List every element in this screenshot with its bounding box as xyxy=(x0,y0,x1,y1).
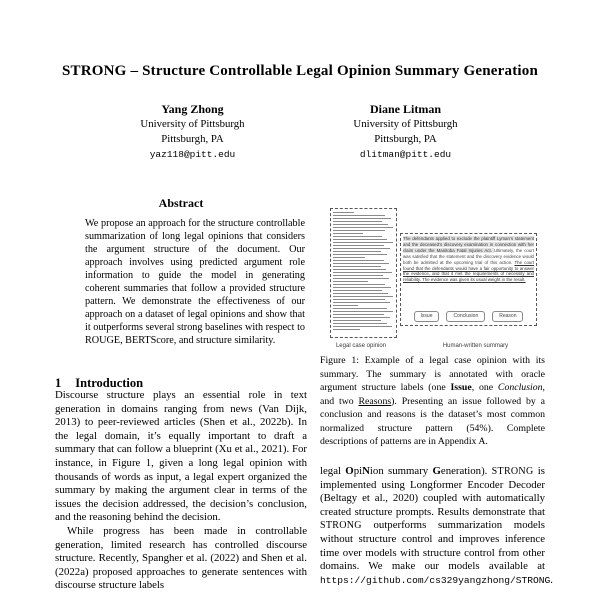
figure-label-legal-case-opinion: Legal case opinion xyxy=(335,343,387,349)
caption-text: ). Presenting an issue followed by a conclusion and reasons is the dataset’s most common normalized structure pattern (54%). Complete descriptions of patterns are in Appendix A. xyxy=(320,395,545,447)
figure-1 xyxy=(320,203,545,353)
author-affiliation: University of Pittsburgh xyxy=(353,118,458,130)
caption-text: , one xyxy=(471,382,498,393)
github-url-link[interactable]: https://github.com/cs329yangzhong/STRONG xyxy=(320,574,551,586)
acronym-letter: N xyxy=(362,465,370,477)
author-affiliation: University of Pittsburgh xyxy=(140,118,245,130)
paper-title: STRONG – Structure Controllable Legal Opinion Summary Generation xyxy=(61,63,538,79)
figure-caption xyxy=(320,354,545,449)
legal-opinion-thumbnail xyxy=(330,208,397,338)
author-block-2 xyxy=(303,102,508,162)
abstract-heading: Abstract xyxy=(158,196,204,210)
body-text: eneration). xyxy=(440,465,492,477)
model-name: STRONG xyxy=(320,520,362,532)
author-location: Pittsburgh, PA xyxy=(374,133,437,145)
body-text: pi xyxy=(353,465,363,477)
section-number: 1 xyxy=(55,376,62,390)
author-location: Pittsburgh, PA xyxy=(161,133,224,145)
acronym-letter: G xyxy=(432,465,441,477)
body-text: outperforms summarization models without structure control and improves inference time over models with structure control from other domains. We make our models available at xyxy=(320,519,545,573)
intro-paragraph-2: While progress has been made in controllable generation, limited research has controlled discourse structure. Recently, Spangher et al. (2022) and Shen et al. (2022a) proposed approaches to generate sentences with discourse structure labels xyxy=(55,524,307,592)
caption-reasons-label: Reasons xyxy=(358,395,392,407)
author-block-1 xyxy=(90,102,295,162)
caption-conclusion-label: Conclusion xyxy=(497,382,543,393)
body-text: . xyxy=(550,573,553,586)
model-name: STRONG xyxy=(491,466,534,477)
caption-text: Figure 1: Example of a legal case opinion with its summary. The summary is annotated with oracle argument structure labels (one xyxy=(320,355,545,393)
legend-chip-reason: Reason xyxy=(492,311,523,322)
summary-segment-conclusion: Ultimately, the court was satisfied that the statement and the discovery evidence would both be admitted at the upcoming trial of this action. xyxy=(403,247,534,265)
acronym-letter: O xyxy=(345,465,354,477)
section-title: Introduction xyxy=(75,376,144,390)
author-email: dlitman@pitt.edu xyxy=(359,149,452,160)
summary-box xyxy=(400,233,537,326)
author-name: Yang Zhong xyxy=(161,102,224,116)
column2-paragraph xyxy=(320,465,553,587)
body-text: is implemented using Longformer Encoder Decoder (Beltagy et al., 2020) coupled with automatically created structure prompts. Results demonstrate that xyxy=(320,465,545,518)
abstract-text: We propose an approach for the structure controllable summarization of long legal opinions that considers the argument structure of the document. Our approach involves using predicted argument role information to guide the model in generating coherent summaries that follow a provided structure pattern. We demonstrate the effectiveness of our approach on a dataset of legal opinions and show that it outperforms several strong baselines with respect to ROUGE, BERTScore, and structure similarity. xyxy=(85,218,305,346)
caption-text: , and two xyxy=(320,382,545,407)
author-email: yaz118@pitt.edu xyxy=(149,149,236,160)
body-text: ion summary xyxy=(369,465,433,477)
body-text: legal xyxy=(320,465,346,477)
figure-legend xyxy=(403,311,534,322)
intro-paragraph-1: Discourse structure plays an essential role in text generation in domains ranging from news (Van Dijk, 2013) to peer-reviewed articles (Shen et al., 2022b). In the legal domain, it’s equally important to draft a summary that can follow a blueprint (Xu et al., 2021). For instance, in Figure 1, given a long legal opinion with thousands of words as input, a legal expert organized the summary by making the argument clear in terms of the issues the decision addressed, the decision’s conclusion, and the reasoning behind the decision. xyxy=(55,389,307,524)
caption-issue-label: Issue xyxy=(450,382,472,393)
author-name: Diane Litman xyxy=(369,102,441,116)
introduction-body xyxy=(55,389,307,593)
summary-segment-issue: The defendants applied to exclude the plaintiff Lyman’s statement and the deceased’s discovery examination in connection with her claim under the Manitoba Fatal Injuries Act. xyxy=(403,236,534,253)
figure-label-human-written-summary: Human-written summary xyxy=(442,343,509,349)
summary-segment-reason: The court found that the defendants would have a fair opportunity to answer the evidence, and that it met the requirements of necessity and reliability. The evidence was given its usual weight in the result. xyxy=(403,259,534,283)
legend-chip-conclusion: Conclusion xyxy=(446,311,485,322)
summary-text xyxy=(403,236,534,309)
legend-chip-issue: Issue xyxy=(414,311,440,322)
